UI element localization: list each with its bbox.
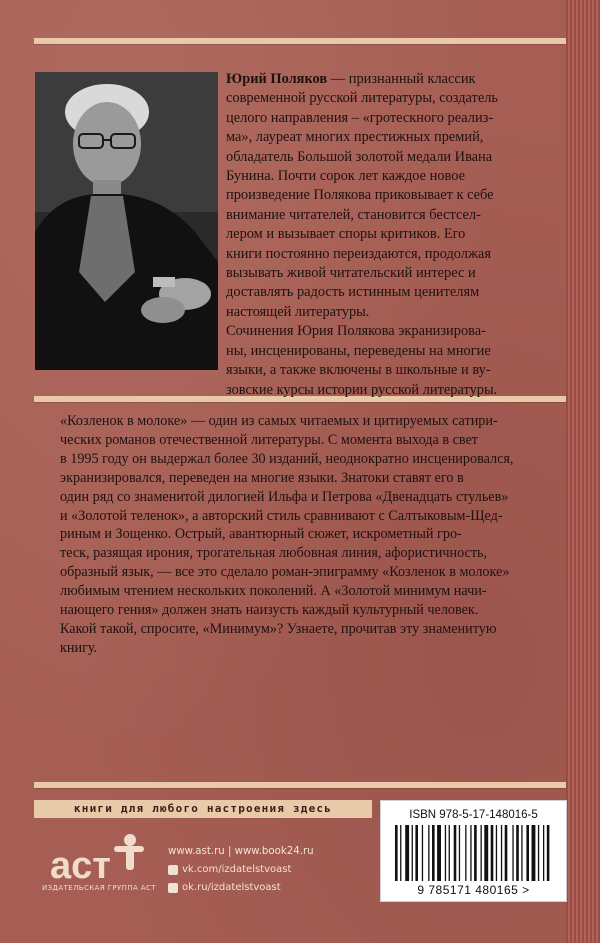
annotation-line: «Козленок в молоке» — один из самых читаемых и цитируемых сатири- [60,413,498,429]
publisher-logo-text: аст [50,845,111,887]
ok-link[interactable]: ok.ru/izdatelstvoast [168,882,281,893]
annotation-line: риным и Зощенко. Острый, авантюрный сюжет, искрометный гро- [60,526,462,543]
annotation-line: один ряд со знаменитой дилогией Ильфа и Петрова «Двенадцать стульев» [60,488,509,505]
annotation-line: любимым чтением нескольких поколений. А «Золотой минимум начи- [60,583,487,600]
bio-line: целого направления – «гротескного реализ- [226,109,494,126]
annotation-line: в 1995 году он выдержал более 30 изданий, неоднократно инсцениpовался, [60,450,514,467]
top-rule [34,38,566,44]
bio-line: доставлять радость истинным ценителям [226,284,480,301]
publisher-websites[interactable]: www.ast.ru | www.book24.ru [168,846,314,857]
bottom-rule [34,782,566,788]
vk-icon [168,865,178,875]
spine-texture [566,0,600,943]
ok-icon [168,883,178,893]
annotation-line: теск, разящая ирония, трогательная любовная линия, афористичность, [60,545,488,562]
bio-line: лером и вызывает споры критиков. Его [226,226,466,243]
annotation-line: и «Золотой теленок», а авторский стиль сравнивают с Салтыковым-Щед- [60,507,503,524]
barcode-icon [393,825,554,883]
publisher-caption: ИЗДАТЕЛЬСКАЯ ГРУППА АСТ [42,884,156,892]
bio-line: внимание читателей, становится бестсел- [226,206,481,223]
tagline-banner: книги для любого настроения здесь [34,800,372,818]
author-bio [226,70,560,400]
author-name: Юрий Поляков [226,71,328,87]
book-annotation [60,412,550,658]
annotation-line: книгу. [60,639,98,656]
annotation-line: нающего гения» должен знать наизусть каждый культурный человек. [60,602,479,619]
bio-line: произведение Полякова приковывает к себе [226,187,494,204]
author-photo [35,72,218,370]
bio-line: Сочинения Юрия Полякова экранизирова- [226,323,486,340]
bio-line: современной русской литературы, создатель [226,90,498,107]
bio-line: настоящей литературы. [226,303,370,320]
bio-line: языки, а также включены в школьные и ву- [226,362,491,379]
vk-link[interactable]: vk.com/izdatelstvoast [168,864,291,875]
bio-line: Юрий Поляков — признанный классик [226,71,476,87]
bio-line: вызывать живой читательский интерес и [226,265,476,282]
bio-line: зовские курсы истории русской литературы. [226,381,498,398]
annotation-line: Какой такой, спросите, «Минимум»? Узнаете, прочитав эту знаменитую [60,620,497,637]
bio-line: Бунина. Почти сорок лет каждое новое [226,168,465,185]
isbn-label: ISBN 978-5-17-148016-5 [409,809,538,821]
annotation-line: образный язык, — все это сделало роман-эпиграмму «Козленок в молоке» [60,564,510,581]
bio-line: обладатель Большой золотой медали Ивана [226,148,493,165]
annotation-line: ческих романов отечественной литературы. С момента выхода в свет [60,431,479,448]
bio-line: ны, инсценированы, переведены на многие [226,342,491,359]
annotation-line: экранизировался, переведен на многие языки. Знатоки ставят его в [60,469,464,486]
bio-line: книги постоянно переиздаются, продолжая [226,245,491,262]
barcode-panel [380,800,567,902]
bio-line: ма», лауреат многих престижных премий, [226,129,484,146]
barcode-digits: 9 785171 480165 > [417,883,530,897]
